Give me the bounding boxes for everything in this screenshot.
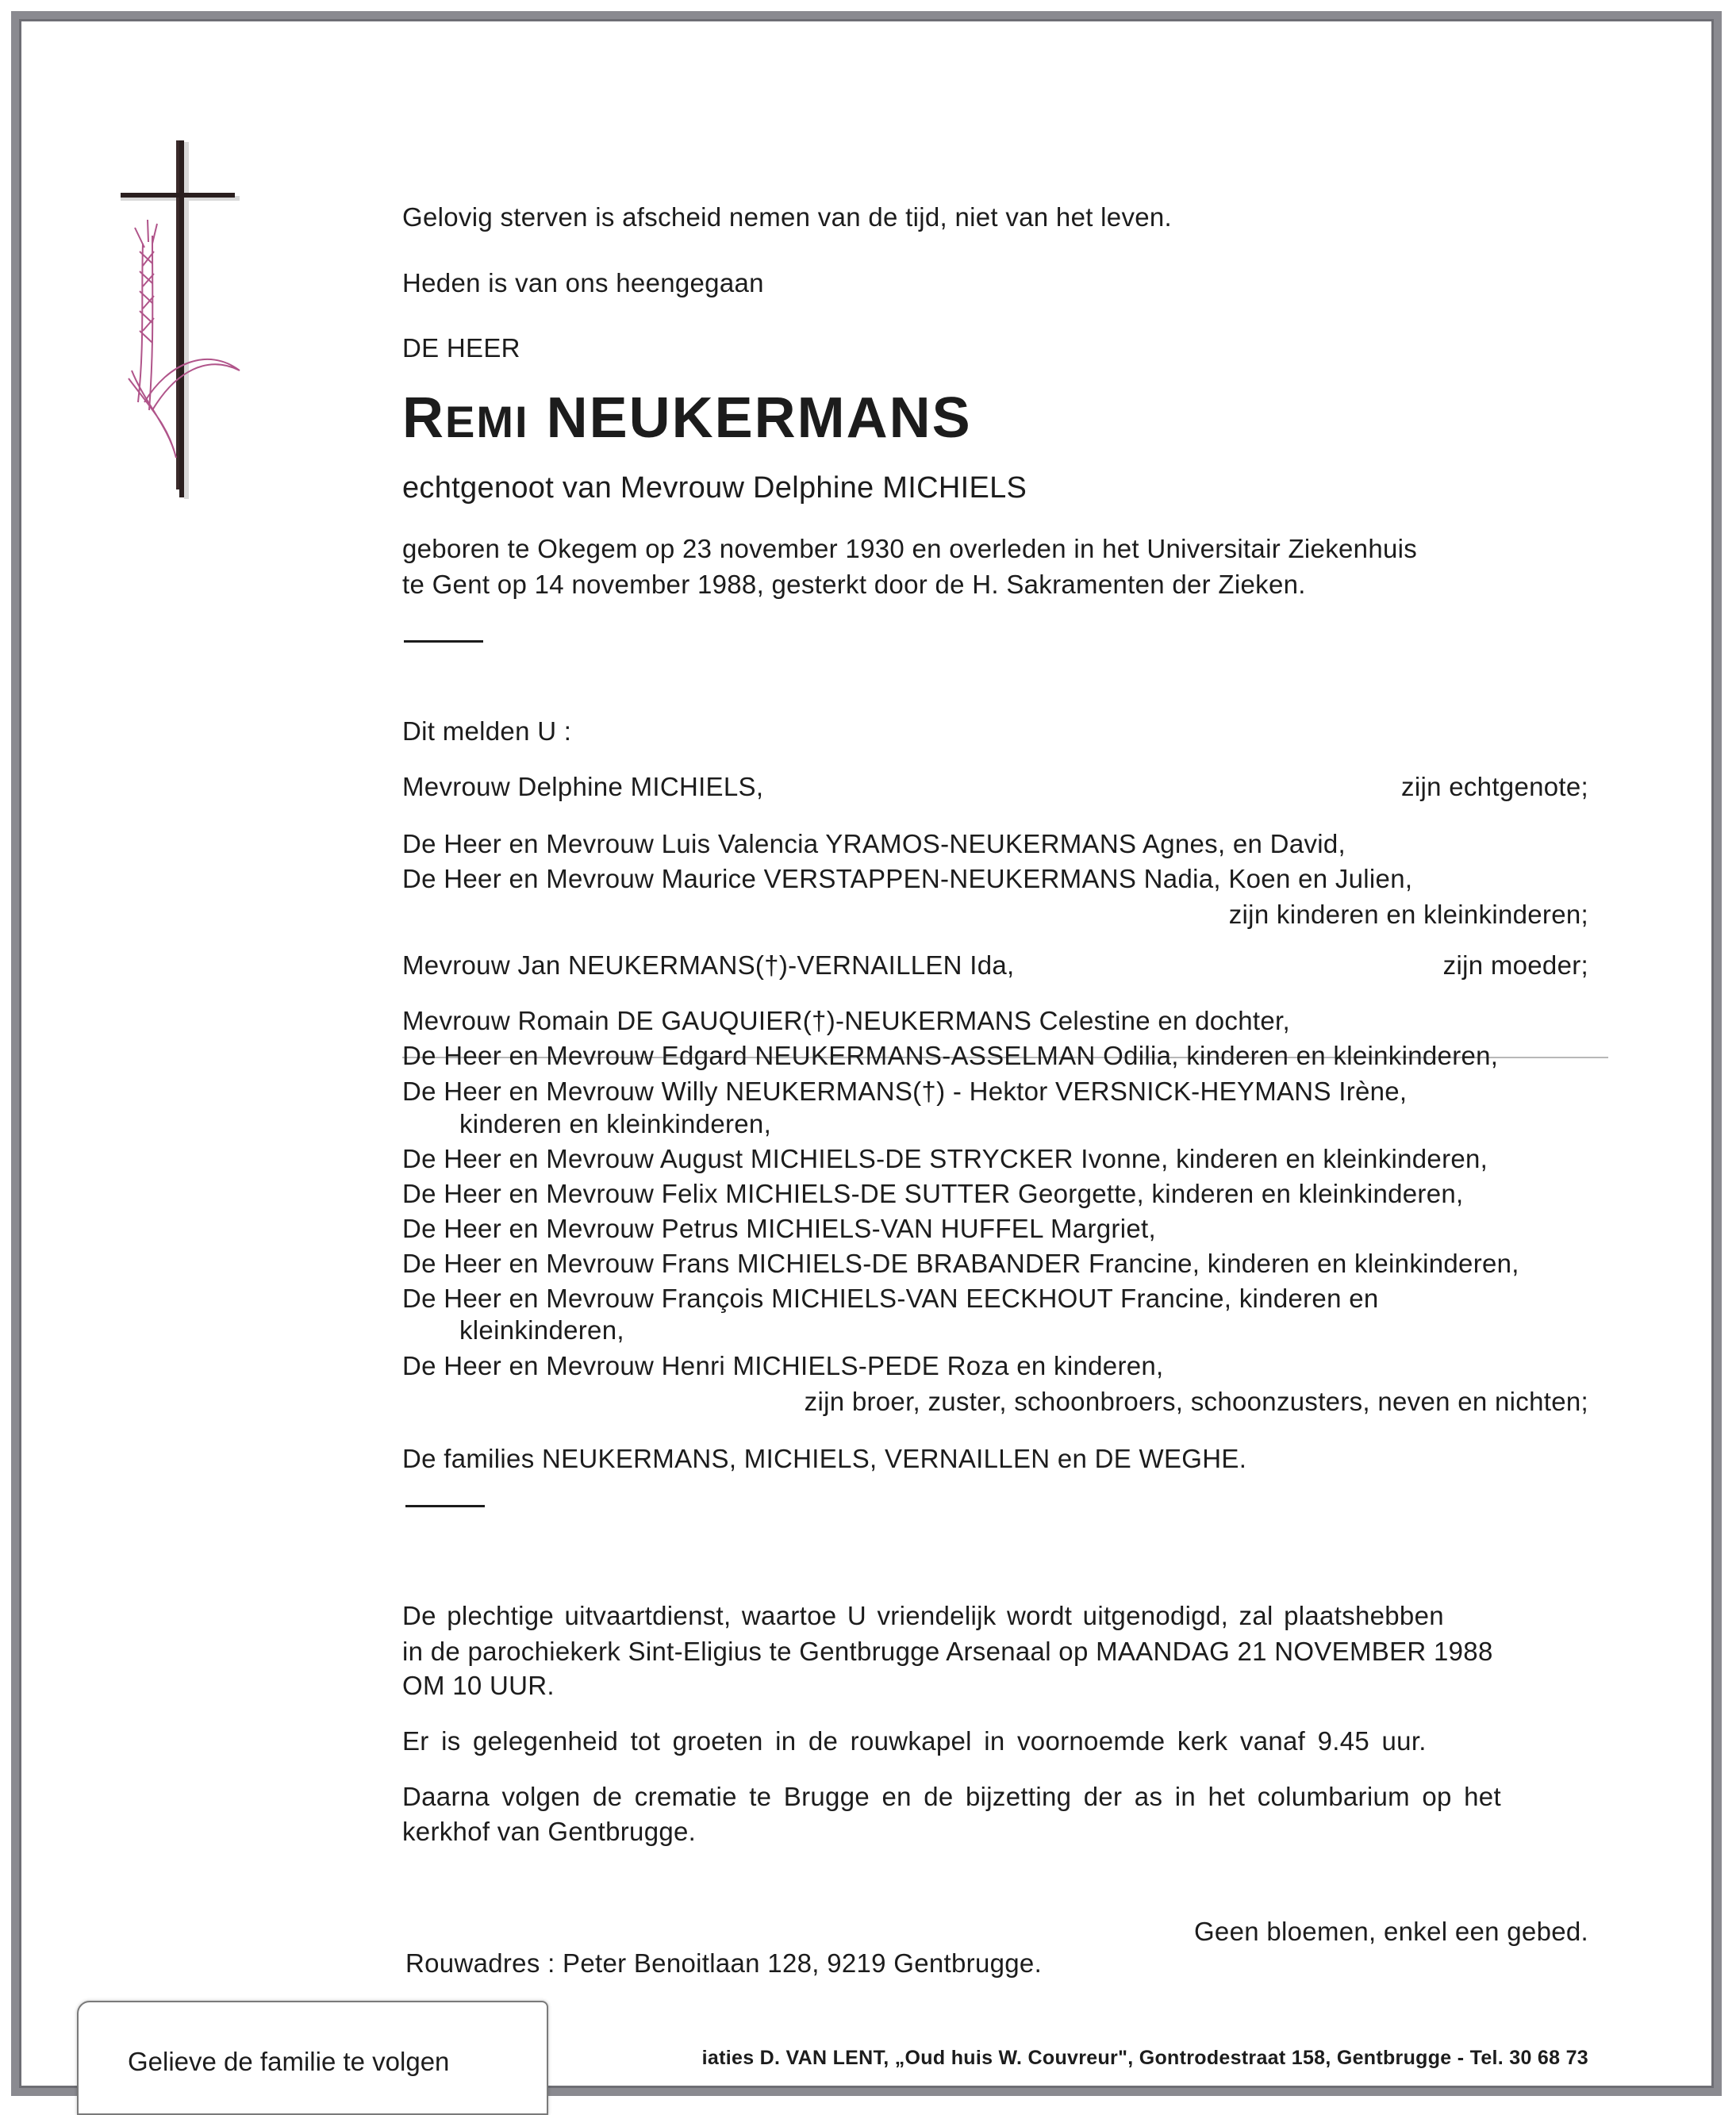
families-line: De families NEUKERMANS, MICHIELS, VERNAILLEN en DE WEGHE. — [402, 1444, 1247, 1473]
sibling-line-11: De Heer en Mevrouw Henri MICHIELS-PEDE Roza en kinderen, — [402, 1351, 1164, 1380]
birth-death-line-2: te Gent op 14 november 1988, gesterkt door de H. Sakramenten der Zieken. — [402, 570, 1306, 599]
spouse-name: Mevrouw Delphine MICHIELS, — [402, 772, 764, 801]
first-name-rest: EMI — [445, 397, 529, 447]
service-line-2: in de parochiekerk Sint-Eligius te Gentbrugge Arsenaal op MAANDAG 21 NOVEMBER 1988 — [402, 1637, 1493, 1666]
cross-wheat-icon — [121, 140, 327, 505]
motto: Gelovig sterven is afscheid nemen van de tijd, niet van het leven. — [402, 202, 1173, 232]
siblings-relation: zijn broer, zuster, schoonbroers, schoonzusters, neven en nichten; — [804, 1387, 1588, 1416]
children-relation: zijn kinderen en kleinkinderen; — [1228, 900, 1588, 929]
honorific: DE HEER — [402, 333, 520, 363]
after-line-2: kerkhof van Gentbrugge. — [402, 1817, 697, 1846]
visit-line: Er is gelegenheid tot groeten in de rouwkapel in voornoemde kerk vanaf 9.45 uur. — [402, 1726, 1427, 1756]
deceased-name — [402, 386, 972, 454]
sibling-line-8: De Heer en Mevrouw Frans MICHIELS-DE BRABANDER Francine, kinderen en kleinkinderen, — [402, 1249, 1519, 1278]
intro-text: Heden is van ons heengegaan — [402, 268, 764, 297]
sibling-line-9: De Heer en Mevrouw François MICHIELS-VAN EECKHOUT Francine, kinderen en — [402, 1284, 1379, 1313]
divider-1 — [404, 640, 483, 643]
sibling-line-7: De Heer en Mevrouw Petrus MICHIELS-VAN HUFFEL Margriet, — [402, 1214, 1156, 1243]
child-line-1: De Heer en Mevrouw Luis Valencia YRAMOS-NEUKERMANS Agnes, en David, — [402, 829, 1346, 858]
announce-text: Dit melden U : — [402, 716, 572, 746]
sibling-line-6: De Heer en Mevrouw Felix MICHIELS-DE SUTTER Georgette, kinderen en kleinkinderen, — [402, 1179, 1464, 1208]
sibling-line-5: De Heer en Mevrouw August MICHIELS-DE STRYCKER Ivonne, kinderen en kleinkinderen, — [402, 1144, 1488, 1173]
follow-family-label — [77, 2001, 548, 2115]
sibling-line-10: kleinkinderen, — [459, 1315, 624, 1345]
sibling-line-2: De Heer en Mevrouw Edgard NEUKERMANS-ASSELMAN Odilia, kinderen en kleinkinderen, — [402, 1041, 1499, 1070]
last-name: NEUKERMANS — [546, 386, 972, 450]
mourning-address: Rouwadres : Peter Benoitlaan 128, 9219 Gentbrugge. — [405, 1948, 1043, 1978]
first-name-initial: R — [402, 386, 445, 450]
sibling-line-3: De Heer en Mevrouw Willy NEUKERMANS(†) - Hektor VERSNICK-HEYMANS Irène, — [402, 1077, 1408, 1106]
service-line-3: OM 10 UUR. — [402, 1671, 555, 1700]
after-line-1: Daarna volgen de crematie te Brugge en de bijzetting der as in het columbarium op het — [402, 1782, 1501, 1811]
sibling-line-1: Mevrouw Romain DE GAUQUIER(†)-NEUKERMANS Celestine en dochter, — [402, 1006, 1290, 1035]
follow-family-text: Gelieve de familie te volgen — [128, 2047, 450, 2076]
service-line-1: De plechtige uitvaartdienst, waartoe U vriendelijk wordt uitgenodigd, zal plaatshebben — [402, 1601, 1444, 1630]
spouse-line: echtgenoot van Mevrouw Delphine MICHIELS — [402, 471, 1027, 505]
flowers-line: Geen bloemen, enkel een gebed. — [1193, 1917, 1588, 1946]
divider-2 — [405, 1505, 485, 1507]
sibling-line-4: kinderen en kleinkinderen, — [459, 1109, 772, 1138]
mother-name: Mevrouw Jan NEUKERMANS(†)-VERNAILLEN Ida, — [402, 950, 1015, 980]
child-line-2: De Heer en Mevrouw Maurice VERSTAPPEN-NEUKERMANS Nadia, Koen en Julien, — [402, 864, 1413, 893]
printer-line: iaties D. VAN LENT, „Oud huis W. Couvreur", Gontrodestraat 158, Gentbrugge - Tel. 30 68 73 — [701, 2047, 1588, 2069]
birth-death-line-1: geboren te Okegem op 23 november 1930 en overleden in het Universitair Ziekenhuis — [402, 534, 1418, 563]
memorial-card — [19, 19, 1714, 2088]
mother-relation: zijn moeder; — [1442, 950, 1588, 980]
spouse-relation: zijn echtgenote; — [1401, 772, 1588, 801]
